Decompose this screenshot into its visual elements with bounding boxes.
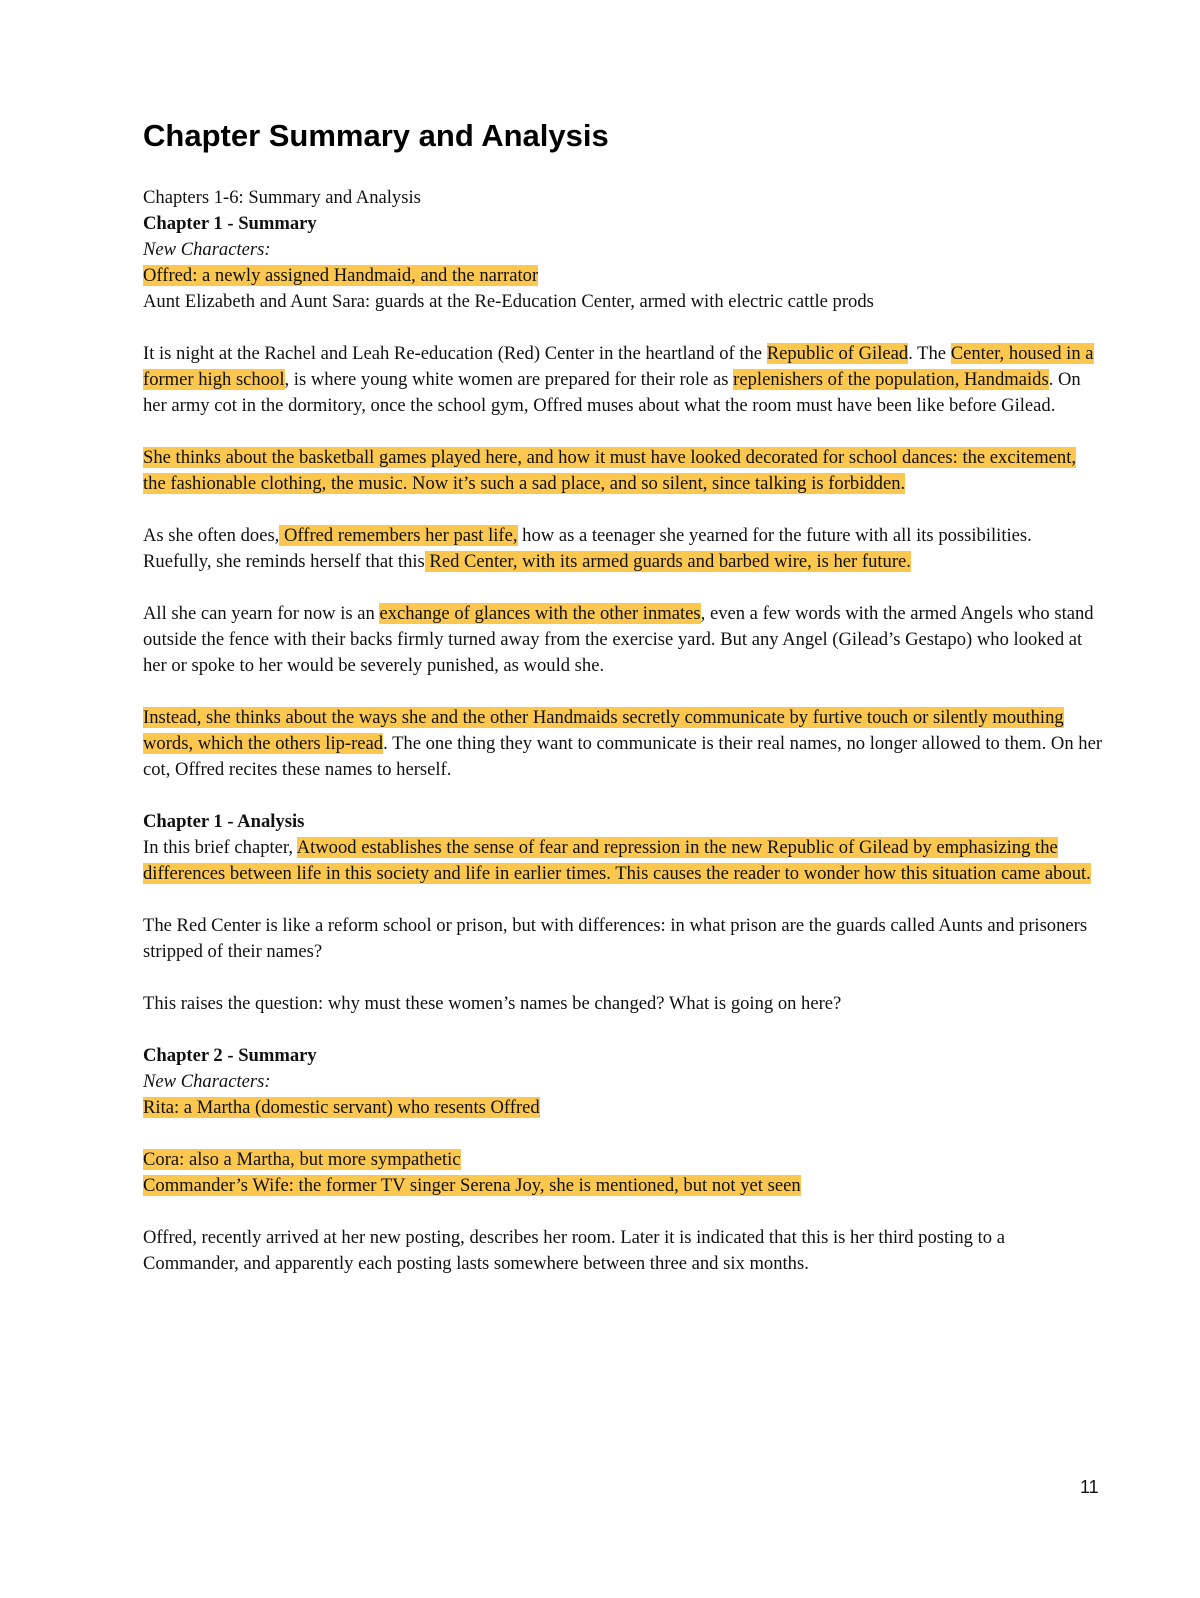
text-run: how as a teenager she yearned for the future with all its possibilities. Ruefully, she reminds herself that this: [143, 525, 1032, 572]
paragraph-gap: [143, 1017, 1103, 1043]
highlight: Center, housed in a former high school: [143, 343, 1094, 390]
ch1-summary-paragraph-4: [143, 601, 1103, 679]
ch1-summary-paragraph-5: [143, 705, 1103, 783]
character-offred: [143, 263, 1103, 289]
paragraph-gap: [143, 419, 1103, 445]
text-run: , is where young white women are prepared for their role as: [284, 369, 734, 390]
paragraph-gap: [143, 887, 1103, 913]
page-title: Chapter Summary and Analysis: [143, 118, 609, 153]
text-run: It is night at the Rachel and Leah Re-education (Red) Center in the heartland of the: [143, 343, 767, 364]
highlight: Commander’s Wife: the former TV singer Serena Joy, she is mentioned, but not yet seen: [143, 1175, 801, 1196]
text-run: , even a few words with the armed Angels who stand outside the fence with their backs firmly turned away from the exercise yard. But any Angel (Gilead’s Gestapo) who looked at her or spoke to her would be severely punished, as would she.: [143, 603, 1094, 676]
highlight: Rita: a Martha (domestic servant) who resents Offred: [143, 1097, 540, 1118]
text-run: . On her army cot in the dormitory, once the school gym, Offred muses about what the room must have been like before Gilead.: [143, 369, 1081, 416]
ch1-summary-paragraph-1: [143, 341, 1103, 419]
paragraph-gap: [143, 965, 1103, 991]
highlight: exchange of glances with the other inmates: [379, 603, 701, 624]
paragraph-gap: [143, 783, 1103, 809]
paragraph-gap: [143, 497, 1103, 523]
paragraph-gap: [143, 679, 1103, 705]
paragraph-gap: [143, 1121, 1103, 1147]
ch2-summary-heading: Chapter 2 - Summary: [143, 1045, 317, 1066]
highlight: Atwood establishes the sense of fear and repression in the new Republic of Gilead by emphasizing the differences between life in this society and life in earlier times. This causes the reader to wonder how this situation came about.: [143, 837, 1091, 884]
paragraph-gap: [143, 315, 1103, 341]
ch1-summary-paragraph-2: [143, 445, 1103, 497]
ch1-analysis-paragraph-2: The Red Center is like a reform school or prison, but with differences: in what prison are the guards called Aunts and prisoners stripped of their names?: [143, 915, 1088, 962]
text-run: In this brief chapter,: [143, 837, 297, 858]
chapters-range-line: Chapters 1-6: Summary and Analysis: [143, 187, 421, 208]
highlight: Republic of Gilead: [766, 343, 909, 364]
ch2-summary-paragraph-1: Offred, recently arrived at her new posting, describes her room. Later it is indicated that this is her third posting to a Commander, and apparently each posting lasts somewhere between three and six months.: [143, 1227, 1005, 1274]
text-run: All she can yearn for now is an: [143, 603, 380, 624]
paragraph-gap: [143, 1199, 1103, 1225]
document-body: [143, 185, 1103, 1277]
highlight: replenishers of the population, Handmaids: [733, 369, 1049, 390]
character-rita: [143, 1095, 1103, 1121]
ch1-summary-paragraph-3: [143, 523, 1103, 575]
text-run: . The: [908, 343, 951, 364]
new-characters-label: New Characters:: [143, 1071, 271, 1092]
page-number: 11: [1080, 1477, 1099, 1497]
highlight: Offred: a newly assigned Handmaid, and the narrator: [143, 265, 539, 286]
text-run: . The one thing they want to communicate is their real names, no longer allowed to them. On her cot, Offred recites these names to herself.: [143, 733, 1103, 780]
highlight: Red Center, with its armed guards and barbed wire, is her future.: [424, 551, 911, 572]
highlight: Cora: also a Martha, but more sympathetic: [143, 1149, 461, 1170]
highlight: Offred remembers her past life,: [279, 525, 518, 546]
paragraph-gap: [143, 575, 1103, 601]
ch1-analysis-paragraph-1: [143, 835, 1103, 887]
new-characters-label: New Characters:: [143, 239, 271, 260]
text-run: As she often does,: [143, 525, 280, 546]
highlight: She thinks about the basketball games played here, and how it must have looked decorated for school dances: the excitement, the fashionable clothing, the music. Now it’s such a sad place, and so silent, since talking is forbidden.: [143, 447, 1077, 494]
character-aunts: Aunt Elizabeth and Aunt Sara: guards at the Re-Education Center, armed with electric cattle prods: [143, 291, 874, 312]
ch1-summary-heading: Chapter 1 - Summary: [143, 213, 317, 234]
character-commanders-wife: [143, 1173, 1103, 1199]
ch1-analysis-heading: Chapter 1 - Analysis: [143, 811, 305, 832]
ch1-analysis-paragraph-3: This raises the question: why must these women’s names be changed? What is going on here?: [143, 993, 842, 1014]
highlight: Instead, she thinks about the ways she and the other Handmaids secretly communicate by furtive touch or silently mouthing words, which the others lip-read: [143, 707, 1064, 754]
character-cora: [143, 1147, 1103, 1173]
